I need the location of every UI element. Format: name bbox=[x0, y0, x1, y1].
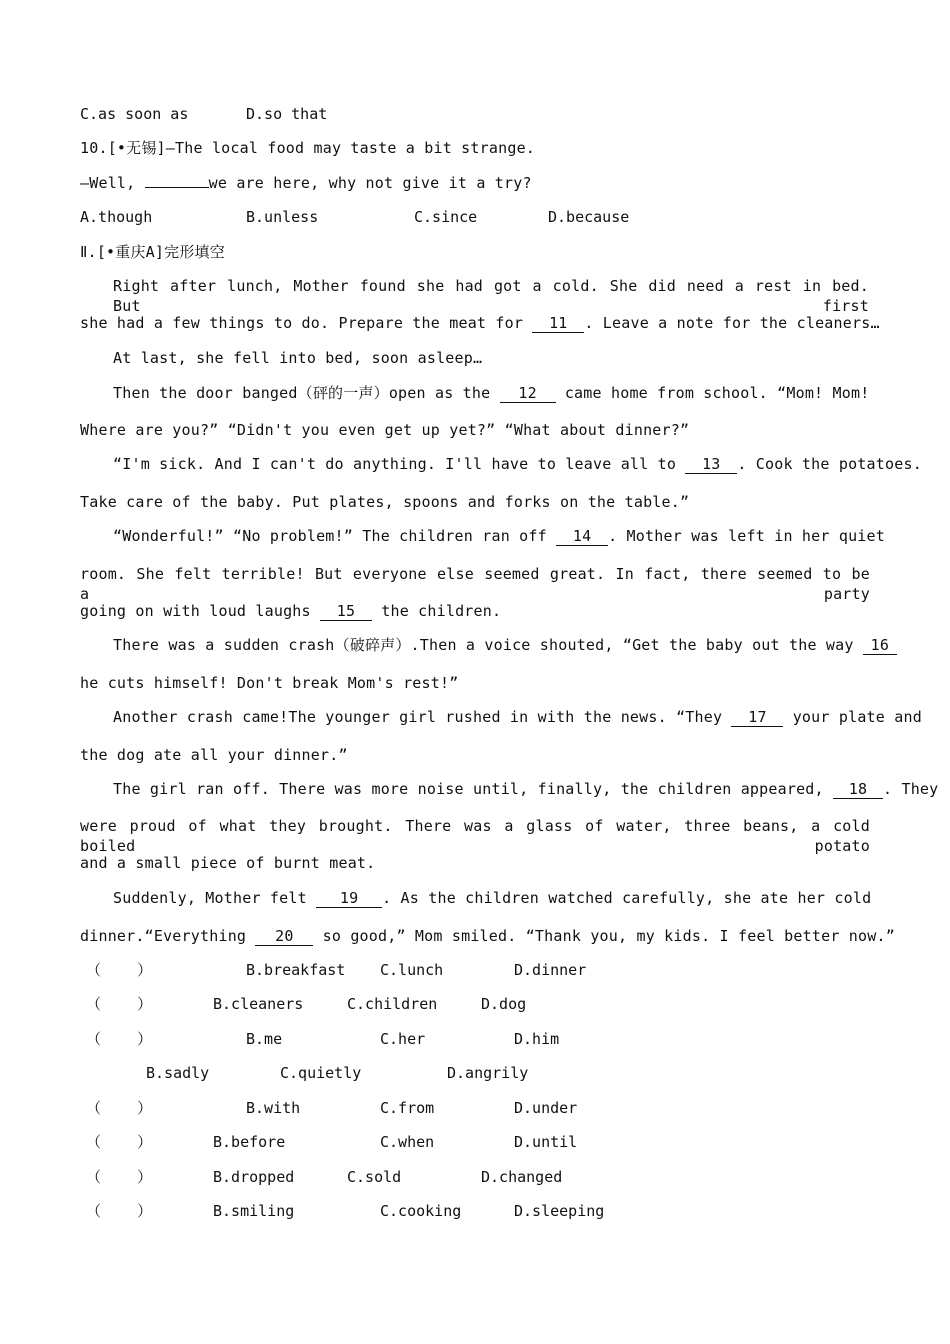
q10-option-b: B.unless bbox=[246, 208, 319, 226]
passage-text: Then the door banged（砰的一声）open as the bbox=[113, 384, 500, 402]
answer-option-b: B.before bbox=[213, 1133, 286, 1151]
answer-option-d: D.sleeping bbox=[514, 1202, 605, 1220]
passage-text: she had a few things to do. Prepare the meat for bbox=[80, 314, 533, 332]
passage-p7-line2: the dog ate all your dinner.” bbox=[80, 746, 348, 764]
answer-option-d: D.until bbox=[514, 1133, 578, 1151]
answer-paren[interactable]: （ ） bbox=[86, 1030, 153, 1048]
blank-19: 19 bbox=[316, 889, 382, 908]
passage-text: “I'm sick. And I can't do anything. I'll have to leave all to bbox=[113, 455, 686, 473]
q10-reply-line bbox=[80, 173, 532, 193]
passage-p5-line3 bbox=[80, 601, 501, 621]
passage-text: so good,” Mom smiled. “Thank you, my kids. I feel better now.” bbox=[313, 927, 895, 945]
passage-text: dinner.“Everything bbox=[80, 927, 256, 945]
passage-p3-line1 bbox=[113, 383, 869, 403]
blank-11: 11 bbox=[532, 314, 584, 333]
passage-p9-line2 bbox=[80, 926, 895, 946]
blank-20: 20 bbox=[255, 927, 313, 946]
q10-reply-end: we are here, why not give it a try? bbox=[208, 174, 532, 192]
answer-option-c: C.from bbox=[380, 1099, 435, 1117]
answer-paren[interactable]: （ ） bbox=[86, 1133, 153, 1151]
passage-text: going on with loud laughs bbox=[80, 602, 320, 620]
answer-option-c: C.cooking bbox=[380, 1202, 462, 1220]
blank-18: 18 bbox=[833, 780, 883, 799]
answer-option-d: D.angrily bbox=[447, 1064, 529, 1082]
q10-option-c: C.since bbox=[414, 208, 478, 226]
passage-text: . They bbox=[883, 780, 939, 798]
passage-text: There was a sudden crash（破碎声）.Then a voice shouted, “Get the baby out the way bbox=[113, 636, 863, 654]
answer-paren[interactable]: （ ） bbox=[86, 1202, 153, 1220]
q10-reply-start: —Well, bbox=[80, 174, 145, 192]
answer-option-c: C.her bbox=[380, 1030, 426, 1048]
passage-text: Another crash came!The younger girl rushed in with the news. “They bbox=[113, 708, 732, 726]
answer-option-c: C.lunch bbox=[380, 961, 444, 979]
passage-text: your plate and bbox=[783, 708, 922, 726]
answer-option-b: B.cleaners bbox=[213, 995, 304, 1013]
answer-paren[interactable]: （ ） bbox=[86, 995, 153, 1013]
passage-text: . As the children watched carefully, she ate her cold bbox=[382, 889, 872, 907]
answer-option-b: B.me bbox=[246, 1030, 283, 1048]
answer-option-d: D.changed bbox=[481, 1168, 563, 1186]
passage-p1-line2 bbox=[80, 313, 880, 333]
answer-paren[interactable]: （ ） bbox=[86, 1099, 153, 1117]
passage-p8-line3: and a small piece of burnt meat. bbox=[80, 854, 376, 872]
passage-p9-line1 bbox=[113, 888, 871, 908]
q10-prompt-line bbox=[80, 138, 535, 158]
passage-p2: At last, she fell into bed, soon asleep… bbox=[113, 349, 483, 367]
passage-p7-line1 bbox=[113, 707, 922, 727]
q10-prompt: —The local food may taste a bit strange. bbox=[165, 139, 536, 157]
passage-text: The girl ran off. There was more noise until, finally, the children appeared, bbox=[113, 780, 833, 798]
q9-option-d: D.so that bbox=[246, 105, 328, 123]
passage-p6-line1 bbox=[113, 635, 897, 655]
answer-paren[interactable]: （ ） bbox=[86, 961, 153, 979]
answer-option-c: C.sold bbox=[347, 1168, 402, 1186]
q10-option-a: A.though bbox=[80, 208, 153, 226]
passage-text: the children. bbox=[372, 602, 502, 620]
passage-text: . Leave a note for the cleaners… bbox=[584, 314, 880, 332]
passage-p4-line2: Take care of the baby. Put plates, spoons and forks on the table.” bbox=[80, 493, 690, 511]
answer-option-b: B.breakfast bbox=[246, 961, 346, 979]
q10-number-tag: 10.[•无锡] bbox=[80, 139, 166, 157]
passage-p3-line2: Where are you?” “Didn't you even get up yet?” “What about dinner?” bbox=[80, 421, 690, 439]
passage-text: . Mother was left in her quiet bbox=[608, 527, 886, 545]
q10-option-d: D.because bbox=[548, 208, 630, 226]
answer-option-c: C.quietly bbox=[280, 1064, 362, 1082]
passage-p8-line2: were proud of what they brought. There was a glass of water, three beans, a cold boiled potato bbox=[80, 817, 870, 855]
passage-text: . Cook the potatoes. bbox=[737, 455, 922, 473]
answer-option-c: C.when bbox=[380, 1133, 435, 1151]
section-title: Ⅱ.[•重庆A]完形填空 bbox=[80, 243, 225, 261]
passage-p6-line2: he cuts himself! Don't break Mom's rest!” bbox=[80, 674, 459, 692]
passage-p5-line1 bbox=[113, 526, 885, 546]
answer-option-d: D.him bbox=[514, 1030, 560, 1048]
q9-option-c: C.as soon as bbox=[80, 105, 189, 123]
blank-14: 14 bbox=[556, 527, 608, 546]
answer-option-b: B.smiling bbox=[213, 1202, 295, 1220]
blank-16: 16 bbox=[863, 636, 897, 655]
passage-text: came home from school. “Mom! Mom! bbox=[555, 384, 870, 402]
answer-option-d: D.dinner bbox=[514, 961, 587, 979]
passage-p4-line1 bbox=[113, 454, 922, 474]
answer-option-d: D.under bbox=[514, 1099, 578, 1117]
blank-17: 17 bbox=[731, 708, 783, 727]
passage-text: “Wonderful!” “No problem!” The children ran off bbox=[113, 527, 557, 545]
passage-p1-line1: Right after lunch, Mother found she had got a cold. She did need a rest in bed. But first bbox=[113, 277, 869, 315]
blank-13: 13 bbox=[685, 455, 737, 474]
answer-paren[interactable]: （ ） bbox=[86, 1168, 153, 1186]
answer-option-b: B.with bbox=[246, 1099, 301, 1117]
passage-p5-line2: room. She felt terrible! But everyone else seemed great. In fact, there seemed to be a party bbox=[80, 565, 870, 603]
passage-text: Suddenly, Mother felt bbox=[113, 889, 317, 907]
passage-p8-line1 bbox=[113, 779, 938, 799]
blank-12: 12 bbox=[500, 384, 556, 403]
q10-blank bbox=[145, 187, 209, 188]
answer-option-b: B.sadly bbox=[146, 1064, 210, 1082]
answer-option-b: B.dropped bbox=[213, 1168, 295, 1186]
answer-option-d: D.dog bbox=[481, 995, 527, 1013]
answer-option-c: C.children bbox=[347, 995, 438, 1013]
blank-15: 15 bbox=[320, 602, 372, 621]
